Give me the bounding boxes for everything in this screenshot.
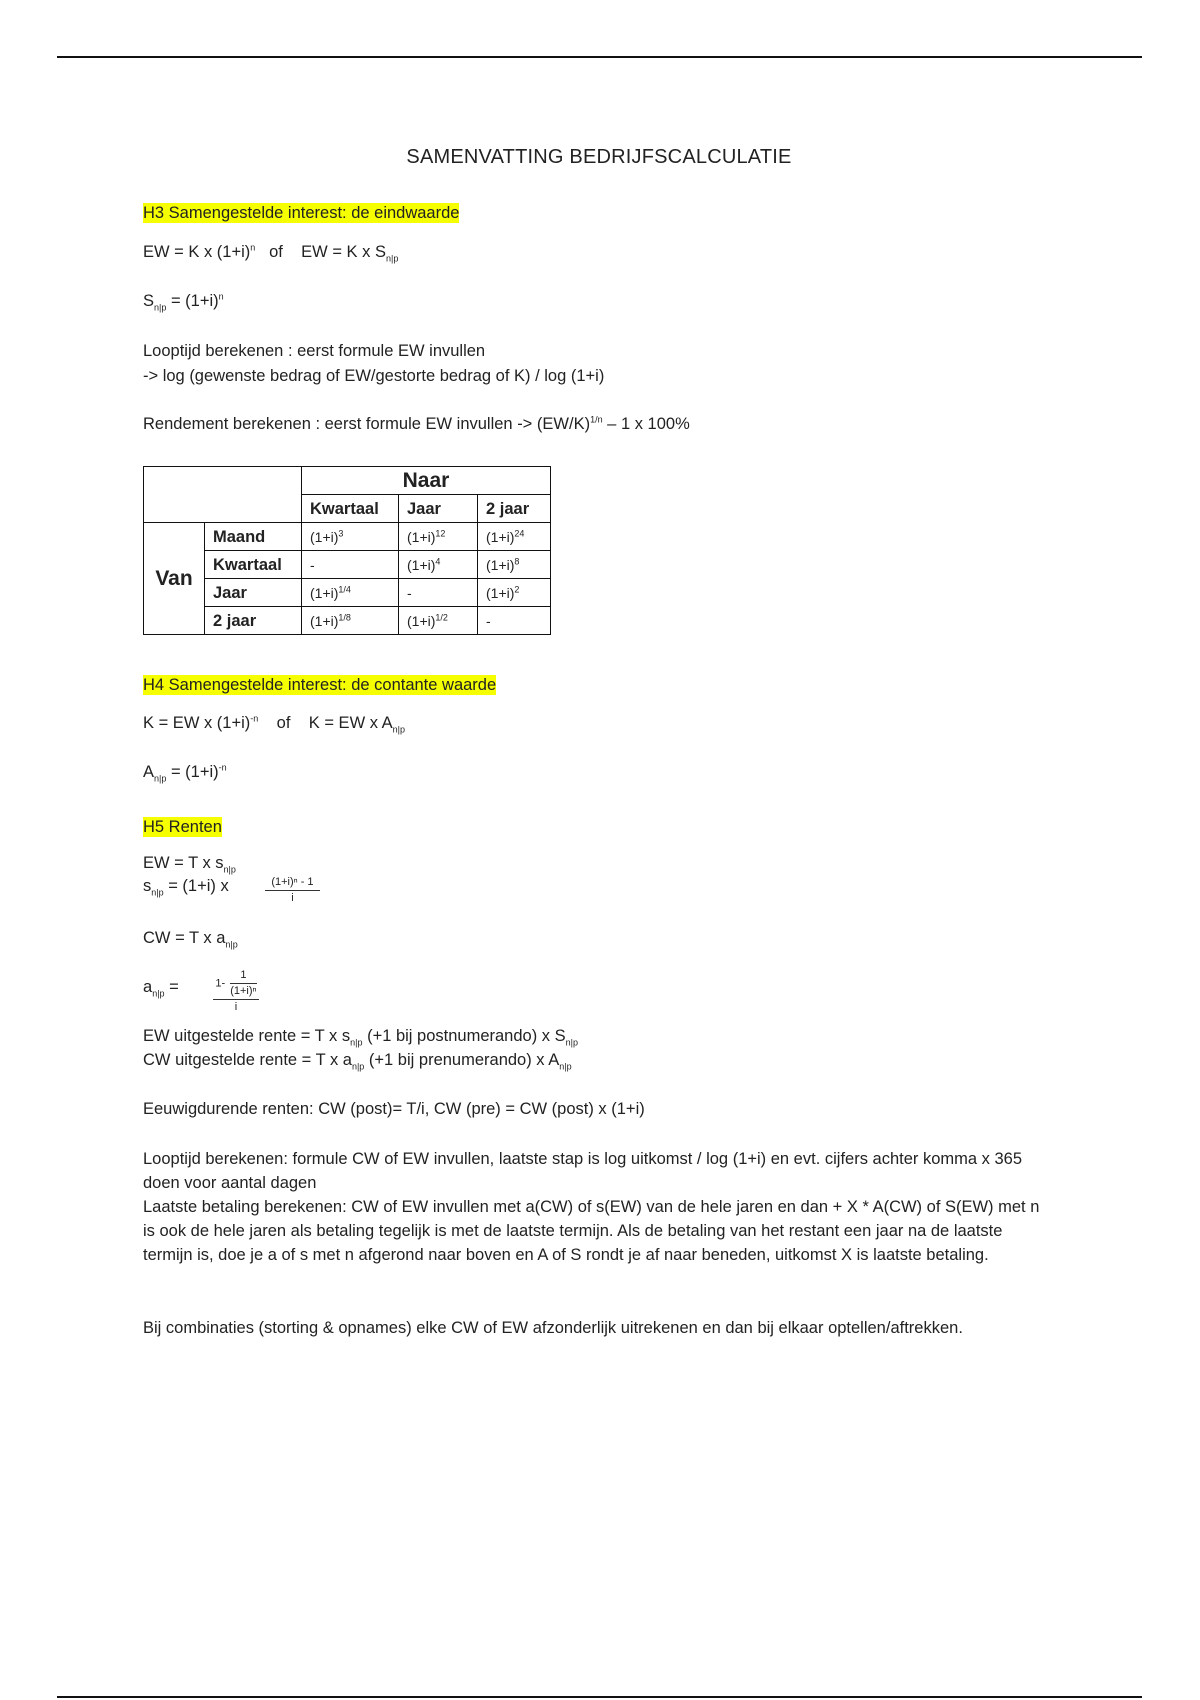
h3-heading: H3 Samengestelde interest: de eindwaarde: [143, 204, 460, 222]
h5-laatste-betaling: Laatste betaling berekenen: CW of EW invullen met a(CW) of s(EW) van de hele jaren en dan + X * A(CW) of S(EW) met n is ook de hele jaren als betaling tegelijk is met de laatste termijn. Als de betaling van het restant een jaar na de laatste termijn is, doe je a of s met n afgerond naar boven en A of S rondt je af naar beneden, uitkomst X is laatste betaling.: [143, 1198, 1040, 1264]
h4-formula-k: K = EW x $(1+i)^{-n}$ of K = EW x $A_{n|p}$: [143, 713, 406, 735]
table-cell: $(1+i)^{1/8}$: [302, 607, 399, 635]
h5-eeuwigdurende: Eeuwigdurende renten: CW (post)= T/i, CW (pre) = CW (post) x (1+i): [143, 1100, 645, 1118]
table-cell: $(1+i)^4$: [399, 551, 478, 579]
page-title: SAMENVATTING BEDRIJFSCALCULATIE: [406, 146, 792, 168]
table-row: [144, 523, 551, 551]
section-heading-h4: [143, 673, 496, 697]
col-header: Jaar: [399, 495, 478, 523]
h5-formula-cw: CW = T x $a_{n|p}$: [143, 929, 238, 950]
naar-header: Naar: [302, 467, 551, 495]
h5-combinaties: Bij combinaties (storting & opnames) elke CW of EW afzonderlijk uitrekenen en dan bij elkaar optellen/aftrekken.: [143, 1319, 963, 1337]
h5-formula-s: $s_{n|p} = (1+i)$ x $\frac{\text{(1+i)ⁿ - 1}}{i}$: [143, 874, 320, 905]
h3-rendement: Rendement berekenen : eerst formule EW invullen -> $(EW/K)^{1/n} - 1$ x 100%: [143, 414, 690, 433]
table-cell: $(1+i)^{24}$: [478, 523, 551, 551]
row-header: Maand: [205, 523, 302, 551]
h3-formula-ew: EW = K x $(1+i)^n$ of EW = K x $S_{n|p}$: [143, 242, 399, 264]
table-corner-cell: [144, 467, 302, 523]
table-cell: $(1+i)^{1/4}$: [302, 579, 399, 607]
table-cell: -: [302, 551, 399, 579]
row-header: Jaar: [205, 579, 302, 607]
h5-looptijd: Looptijd berekenen: formule CW of EW invullen, laatste stap is log uitkomst / log (1+i) en evt. cijfers achter komma x 365 doen voor aantal dagen: [143, 1150, 1023, 1192]
h3-looptijd-line2: -> log (gewenste bedrag of EW/gestorte bedrag of K) / log (1+i): [143, 367, 605, 385]
table-row: [144, 579, 551, 607]
h5-heading: H5 Renten: [143, 818, 222, 836]
table-cell: $(1+i)^{1/2}$: [399, 607, 478, 635]
s-fraction: $\frac{\text{(1+i)ⁿ - 1}}{i}$: [265, 876, 319, 905]
h5-formula-ew: EW = T x $s_{n|p}$: [143, 854, 236, 875]
table-cell: $(1+i)^{12}$: [399, 523, 478, 551]
table-row: [144, 607, 551, 635]
a-inner-fraction: $\frac{1}{\text{(1+i)ⁿ}}$: [230, 969, 257, 997]
row-header: Kwartaal: [205, 551, 302, 579]
conversion-table: [143, 466, 551, 635]
top-rule: [57, 56, 1142, 58]
table-cell: $(1+i)^2$: [478, 579, 551, 607]
section-heading-h3: [143, 201, 459, 225]
col-header: Kwartaal: [302, 495, 399, 523]
bottom-rule: [57, 1696, 1142, 1698]
table-cell: $(1+i)^8$: [478, 551, 551, 579]
col-header: 2 jaar: [478, 495, 551, 523]
h5-formula-a: $a_{n|p}$ = 1- $\frac{1}{\text{(1+i)ⁿ}}$ i: [143, 969, 257, 1013]
row-header: 2 jaar: [205, 607, 302, 635]
section-heading-h5: [143, 815, 222, 839]
table-cell: -: [478, 607, 551, 635]
a-fraction: 1- $\frac{1}{\text{(1+i)ⁿ}}$ i: [215, 969, 257, 1013]
table-header-row: [144, 467, 551, 495]
h4-heading: H4 Samengestelde interest: de contante waarde: [143, 676, 497, 694]
h3-formula-s: $S_{n|p} = (1+i)^n$: [143, 291, 224, 313]
h4-formula-a: $A_{n|p} = (1+i)^{-n}$: [143, 762, 227, 784]
h3-looptijd-line1: Looptijd berekenen : eerst formule EW invullen: [143, 342, 486, 360]
h5-uitgestelde-cw: CW uitgestelde rente = T x $a_{n|p}$ (+1 bij prenumerando) x $A_{n|p}$: [143, 1051, 572, 1072]
table-row: [144, 551, 551, 579]
table-cell: $(1+i)^3$: [302, 523, 399, 551]
table-cell: -: [399, 579, 478, 607]
van-header: Van: [144, 523, 205, 635]
h5-uitgestelde-ew: EW uitgestelde rente = T x $s_{n|p}$ (+1 bij postnumerando) x $S_{n|p}$: [143, 1027, 578, 1048]
